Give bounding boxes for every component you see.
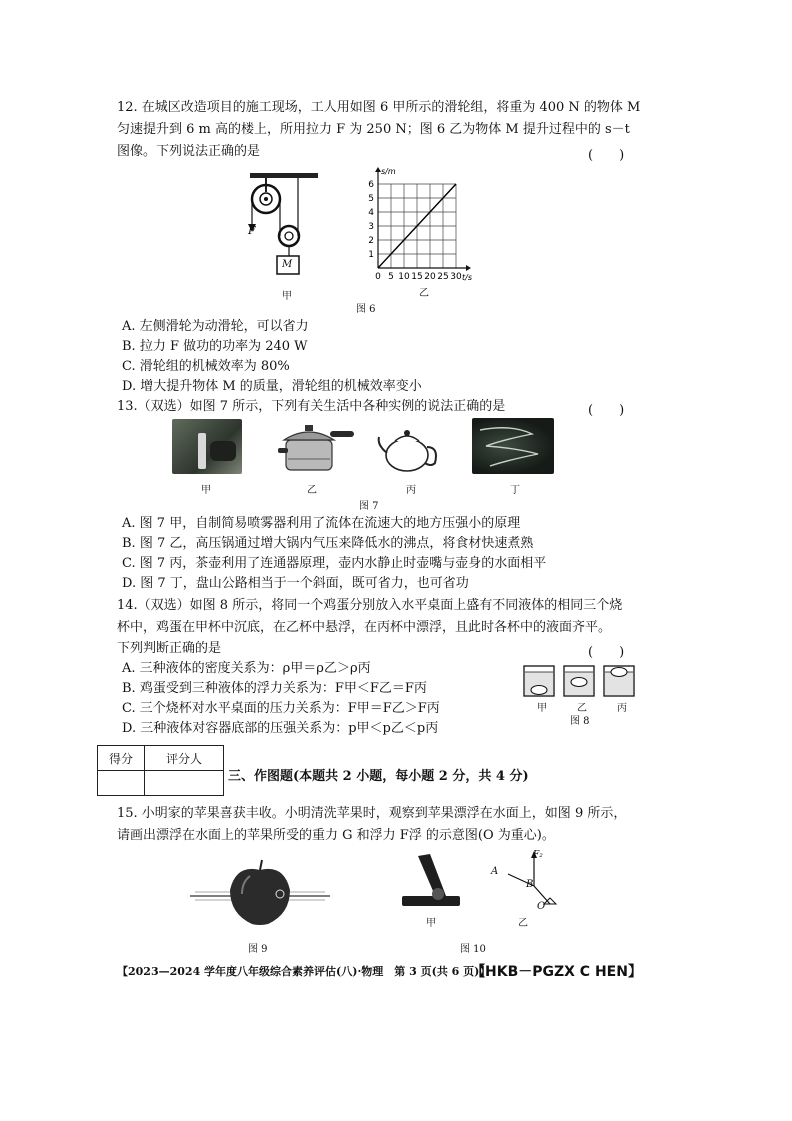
grader-label: 评分人 [145,746,224,771]
point-label-B: B [526,879,534,890]
fig10-label-yi: 乙 [518,918,528,929]
teapot-photo [375,419,445,477]
point-label-O: O [537,901,546,912]
x-tick-label: 30 [450,272,462,282]
q14-line-3: 下列判断正确的是 [117,641,222,656]
fig6-label-jia: 甲 [282,291,292,302]
q13-answer-paren: ( ) [588,403,625,418]
fig8-caption: 图 8 [570,716,590,727]
x-tick-label: 25 [437,272,449,282]
y-axis-label: s/m [381,167,396,176]
fig7-label-yi: 乙 [307,485,317,496]
fig8-label-bing: 丙 [617,703,627,714]
floating-apple-figure [190,856,330,936]
q13-option-c: C. 图 7 丙，茶壶利用了连通器原理，壶内水静止时壶嘴与壶身的水面相平 [122,556,547,571]
footer-info: 【2023—2024 学年度八年级综合素养评估(八)·物理 第 3 页(共 6 页)】 [117,965,491,978]
q14-option-c: C. 三个烧杯对水平桌面的压力关系为：F甲＝F乙＞F丙 [122,701,440,716]
q15-line-2: 请画出漂浮在水面上的苹果所受的重力 G 和浮力 F浮 的示意图(O 为重心)。 [117,828,555,843]
object-label-M: M [282,259,293,270]
y-tick-label: 5 [368,194,374,204]
x-axis-arrow [466,265,471,271]
q13-option-b: B. 图 7 乙，高压锅通过增大锅内气压来降低水的沸点，将食材快速煮熟 [122,536,534,551]
q12-option-d: D. 增大提升物体 M 的质量，滑轮组的机械效率变小 [122,379,422,394]
fig9-caption: 图 9 [248,944,268,955]
fig6-caption: 图 6 [356,304,376,315]
q14-line-1: 14.（双选）如图 8 所示，将同一个鸡蛋分别放入水平桌面上盛有不同液体的相同三个烧 [117,598,623,613]
fig10-caption: 图 10 [460,944,486,955]
fig10-label-jia: 甲 [426,918,436,929]
q12-line-3: 图像。下列说法正确的是 [117,144,261,159]
fig6-label-yi: 乙 [419,288,429,299]
footer-code: 【HKB－PGZX C HEN】 [471,964,642,980]
y-tick-label: 2 [368,236,374,246]
y-tick-label: 4 [368,208,374,218]
point-label-A: A [491,866,499,877]
section-3-title: 三、作图题(本题共 2 小题，每小题 2 分，共 4 分) [228,769,529,784]
grader-cell[interactable] [145,771,224,796]
y-tick-label: 1 [368,250,374,260]
score-table [97,745,224,796]
st-graph [362,164,482,286]
q14-line-2: 杯中，鸡蛋在甲杯中沉底，在乙杯中悬浮，在丙杯中漂浮，且此时各杯中的液面齐平。 [117,620,612,635]
q13-option-a: A. 图 7 甲，自制简易喷雾器利用了流体在流速大的地方压强小的原理 [122,516,521,531]
y-tick-label: 3 [368,222,374,232]
fig8-label-jia: 甲 [537,703,547,714]
score-cell[interactable] [98,771,145,796]
pressure-cooker-photo [278,418,356,476]
q14-option-a: A. 三种液体的密度关系为：ρ甲＝ρ乙＞ρ丙 [122,661,371,676]
q15-line-1: 15. 小明家的苹果喜获丰收。小明清洗苹果时，观察到苹果漂浮在水面上，如图 9 所示， [117,806,627,821]
fig10-jia-object [398,852,468,912]
fig7-label-bing: 丙 [406,485,416,496]
q12-option-b: B. 拉力 F 做功的功率为 240 W [122,339,308,354]
q12-answer-paren: ( ) [588,148,625,163]
sprayer-photo [172,419,242,474]
fig7-caption: 图 7 [359,501,379,512]
force-label-F: F [248,224,256,237]
y-tick-label: 6 [368,180,374,190]
q13-option-d: D. 图 7 丁，盘山公路相当于一个斜面，既可省力，也可省功 [122,576,469,591]
q14-option-d: D. 三种液体对容器底部的压强关系为：p甲＜p乙＜p丙 [122,721,439,736]
q14-option-b: B. 鸡蛋受到三种液体的浮力关系为：F甲＜F乙＝F丙 [122,681,427,696]
q12-option-c: C. 滑轮组的机械效率为 80% [122,359,290,374]
x-tick-label: 10 [398,272,410,282]
q12-line-1: 12. 在城区改造项目的施工现场，工人用如图 6 甲所示的滑轮组，将重为 400 N 的物体 M [117,100,641,115]
lever-diagram [490,848,560,918]
force-label-F2: F₂ [533,850,543,860]
q12-option-a: A. 左侧滑轮为动滑轮，可以省力 [122,319,309,334]
x-tick-label: 5 [388,272,394,282]
fig8-label-yi: 乙 [577,703,587,714]
x-tick-label: 0 [375,272,381,282]
q14-answer-paren: ( ) [588,645,625,660]
x-axis-label: t/s [462,273,472,282]
x-tick-label: 15 [411,272,423,282]
fig7-label-ding: 丁 [510,485,520,496]
q12-line-2: 匀速提升到 6 m 高的楼上，所用拉力 F 为 250 N；图 6 乙为物体 M 提升过程中的 s－t [117,122,630,137]
fig7-label-jia: 甲 [201,485,211,496]
score-label: 得分 [98,746,145,771]
x-tick-label: 20 [424,272,436,282]
q13-line-1: 13.（双选）如图 7 所示，下列有关生活中各种实例的说法正确的是 [117,399,506,414]
mountain-road-photo [472,418,554,474]
three-beakers-figure [520,660,640,700]
